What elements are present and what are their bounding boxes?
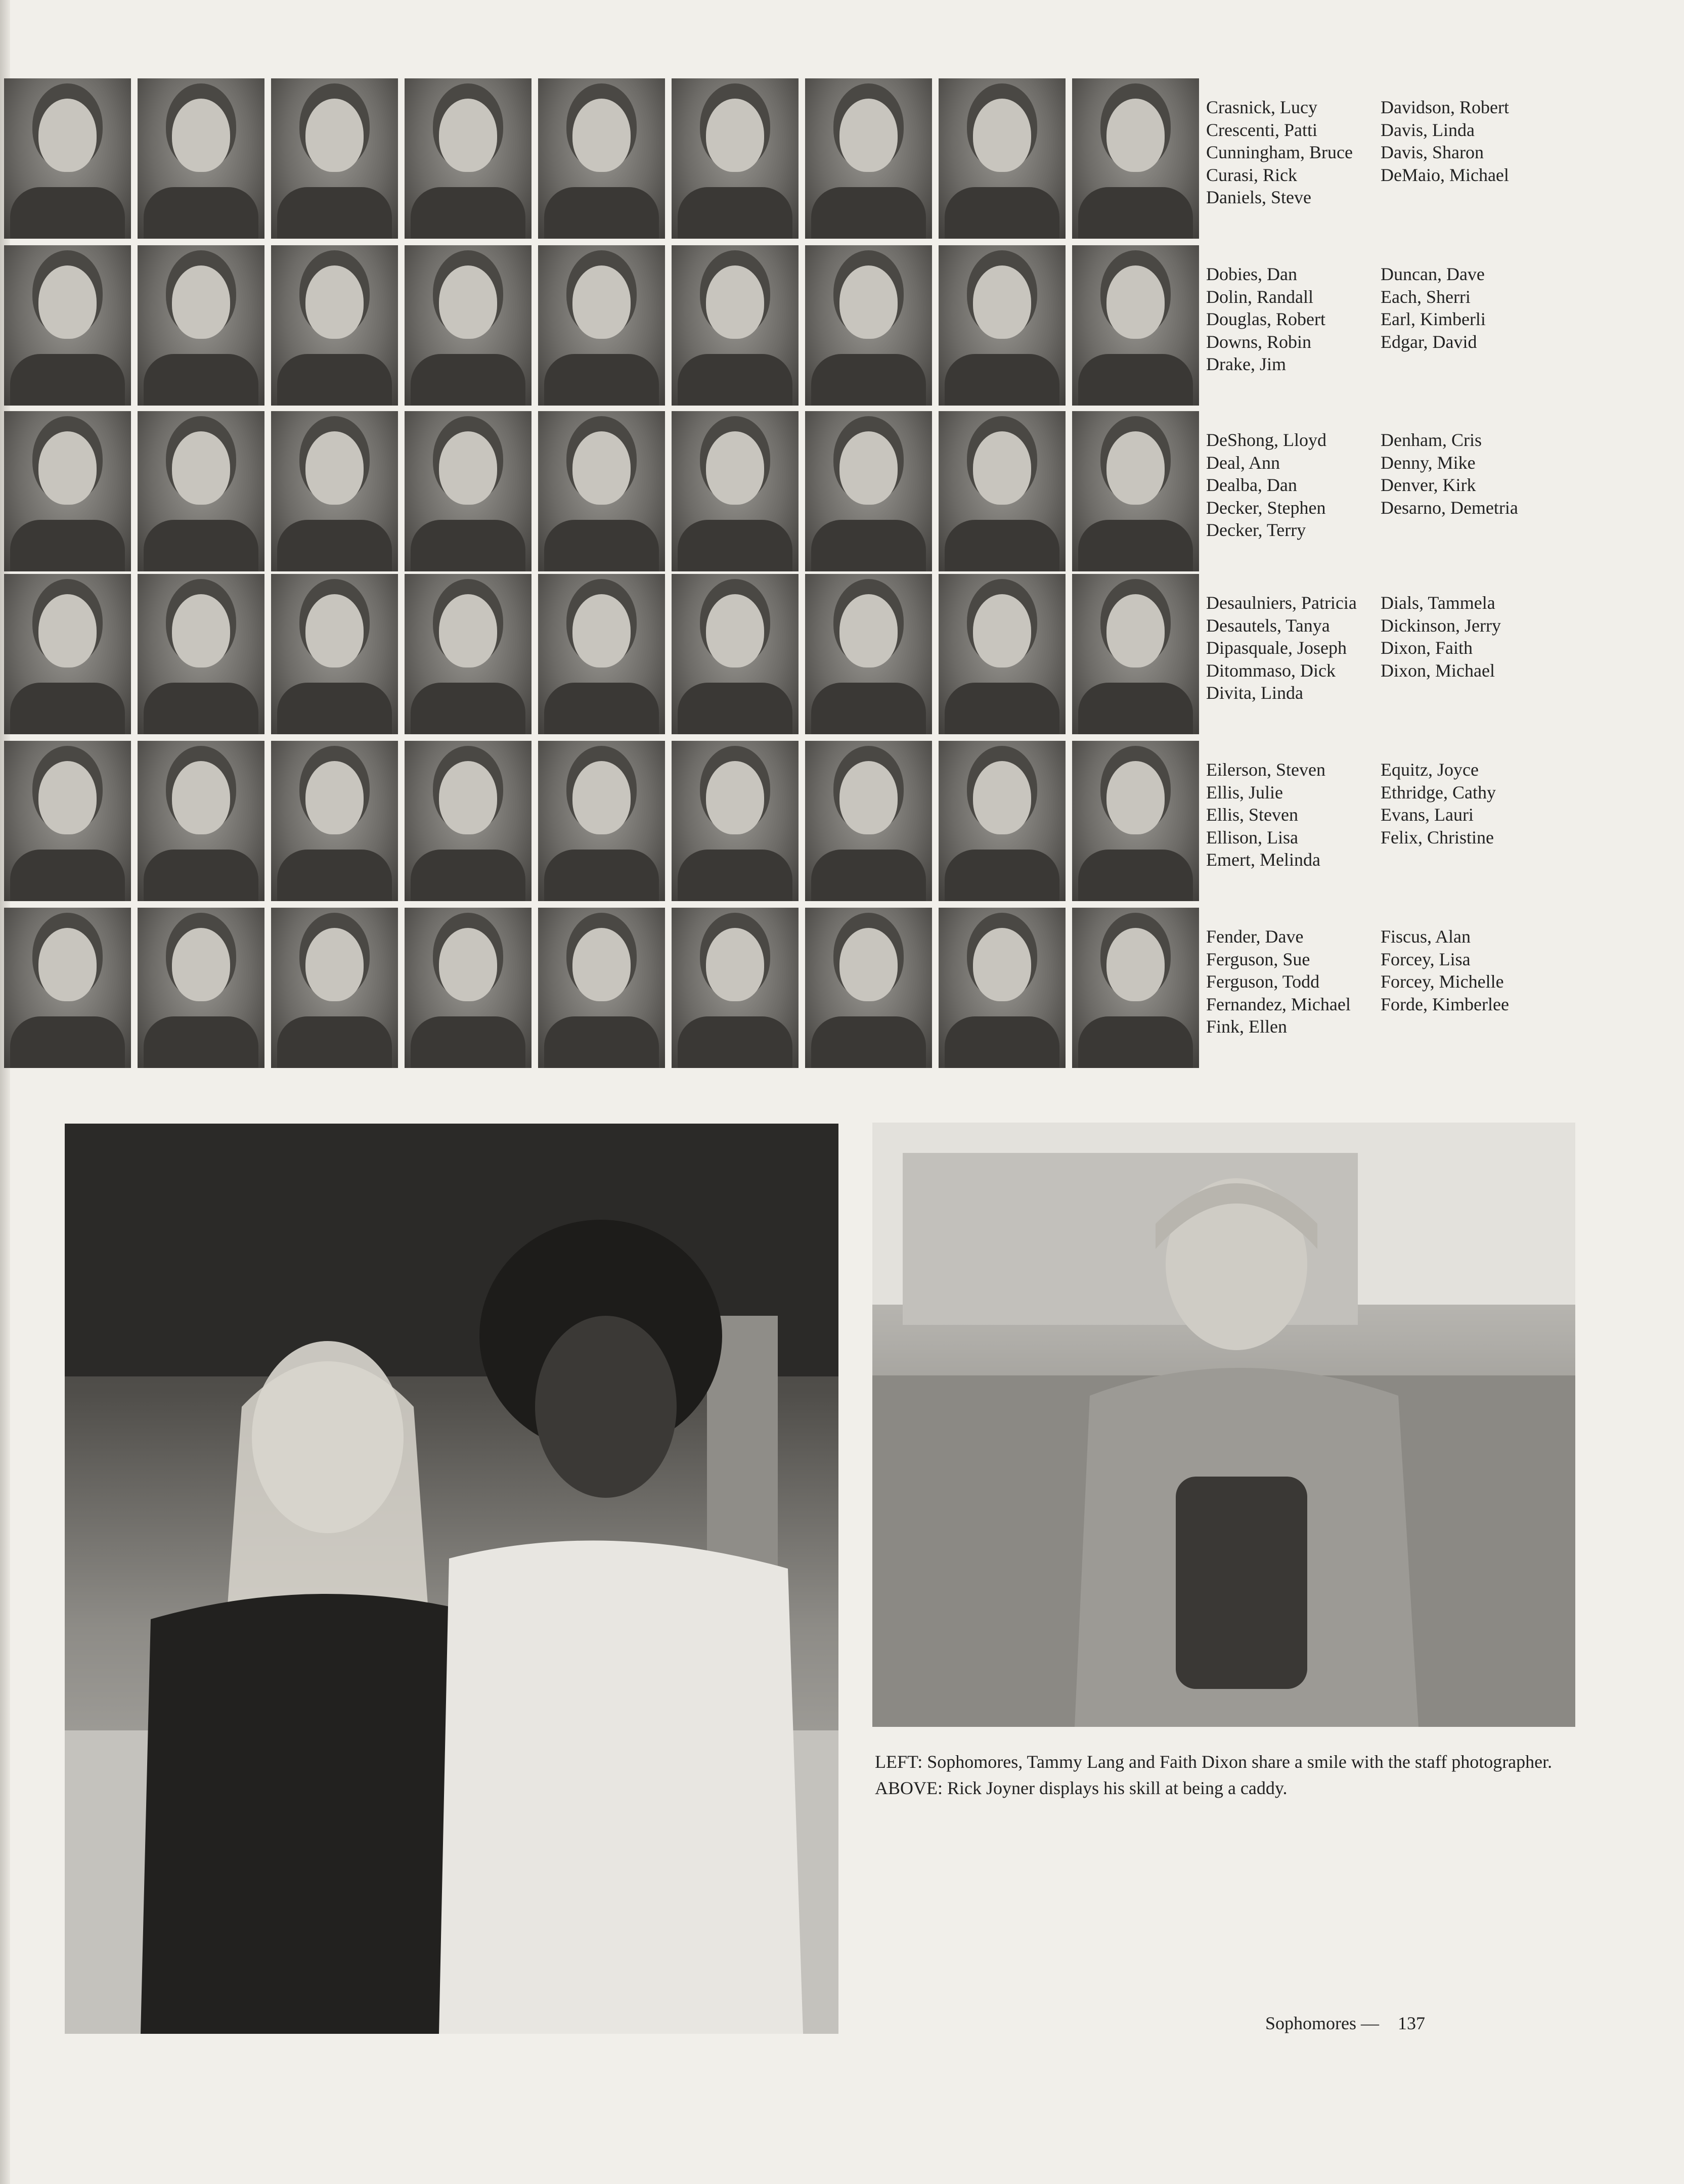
- student-portrait: [538, 908, 665, 1068]
- portrait-torso: [1078, 187, 1193, 239]
- golf-bag: [1176, 1477, 1307, 1689]
- portrait-torso: [678, 520, 792, 571]
- student-name: Fernandez, Michael: [1206, 994, 1351, 1014]
- student-portrait: [138, 411, 264, 571]
- portrait-head: [572, 594, 631, 667]
- portrait-head: [305, 431, 364, 505]
- portrait-torso: [678, 1016, 792, 1068]
- portrait-torso: [144, 520, 258, 571]
- portrait-head: [973, 928, 1031, 1001]
- student-name: Curasi, Rick: [1206, 164, 1297, 185]
- portrait-head: [305, 928, 364, 1001]
- student-name: Denver, Kirk: [1381, 475, 1476, 495]
- portrait-torso: [678, 683, 792, 734]
- portrait-head: [706, 99, 764, 172]
- student-name: Dolin, Randall: [1206, 286, 1313, 307]
- portrait-torso: [411, 187, 525, 239]
- portrait-torso: [277, 354, 392, 406]
- portrait-head: [706, 265, 764, 339]
- portrait-head: [439, 594, 497, 667]
- portrait-head: [839, 761, 898, 834]
- portrait-torso: [411, 683, 525, 734]
- student-portrait: [805, 245, 932, 406]
- student-portrait: [939, 245, 1066, 406]
- student-portrait: [4, 411, 131, 571]
- student-name: Edgar, David: [1381, 331, 1477, 352]
- page-footer: [1265, 2013, 1425, 2034]
- portrait-torso: [811, 683, 926, 734]
- portrait-head: [572, 265, 631, 339]
- student-portrait: [805, 574, 932, 734]
- portrait-torso: [144, 354, 258, 406]
- student-portrait: [271, 78, 398, 239]
- student-name: Dials, Tammela: [1381, 593, 1495, 613]
- portrait-head: [706, 594, 764, 667]
- portrait-torso: [10, 187, 125, 239]
- name-column-left: [1206, 925, 1351, 1038]
- student-portrait: [1072, 411, 1199, 571]
- portrait-torso: [544, 683, 659, 734]
- student-name: Fink, Ellen: [1206, 1016, 1287, 1037]
- student-name: Denham, Cris: [1381, 430, 1482, 450]
- portrait-head: [1106, 99, 1165, 172]
- student-name: Desarno, Demetria: [1381, 497, 1518, 518]
- student-name: Desaulniers, Patricia: [1206, 593, 1357, 613]
- portrait-torso: [811, 187, 926, 239]
- student-name: Drake, Jim: [1206, 354, 1286, 374]
- student-portrait: [939, 411, 1066, 571]
- name-column-right: [1381, 925, 1509, 1015]
- portrait-head: [1106, 431, 1165, 505]
- portrait-head: [38, 761, 97, 834]
- student-name: Forcey, Lisa: [1381, 949, 1471, 969]
- portrait-head: [973, 761, 1031, 834]
- portrait-head: [172, 594, 230, 667]
- student-name: Forcey, Michelle: [1381, 971, 1504, 992]
- portrait-torso: [811, 1016, 926, 1068]
- student-portrait: [4, 908, 131, 1068]
- student-portrait: [805, 741, 932, 901]
- portrait-torso: [544, 520, 659, 571]
- student-name: Davidson, Robert: [1381, 97, 1509, 117]
- student-name: Earl, Kimberli: [1381, 309, 1486, 329]
- student-name: Crasnick, Lucy: [1206, 97, 1317, 117]
- student-name: Dixon, Michael: [1381, 660, 1495, 681]
- student-portrait: [1072, 908, 1199, 1068]
- portrait-torso: [945, 520, 1059, 571]
- photo-two-students-drawing: [65, 1124, 838, 2034]
- student-name: Emert, Melinda: [1206, 850, 1320, 870]
- portrait-head: [439, 431, 497, 505]
- student-name: Cunningham, Bruce: [1206, 142, 1353, 162]
- student-name: Decker, Terry: [1206, 520, 1306, 540]
- portrait-torso: [678, 850, 792, 901]
- portrait-torso: [411, 354, 525, 406]
- portrait-torso: [945, 1016, 1059, 1068]
- student-name: DeMaio, Michael: [1381, 164, 1509, 185]
- student-portrait: [405, 78, 531, 239]
- portrait-torso: [811, 850, 926, 901]
- portrait-torso: [1078, 520, 1193, 571]
- portrait-torso: [277, 187, 392, 239]
- student-portrait: [405, 574, 531, 734]
- student-portrait: [1072, 78, 1199, 239]
- student-portrait: [672, 411, 799, 571]
- student-portrait: [271, 245, 398, 406]
- student-portrait: [672, 574, 799, 734]
- portrait-torso: [411, 1016, 525, 1068]
- portrait-torso: [945, 683, 1059, 734]
- student-portrait: [538, 741, 665, 901]
- portrait-head: [439, 761, 497, 834]
- student-portrait: [4, 78, 131, 239]
- portrait-torso: [544, 187, 659, 239]
- portrait-head: [172, 928, 230, 1001]
- portrait-head: [572, 99, 631, 172]
- student-name: Evans, Lauri: [1381, 805, 1474, 825]
- student-name: Ethridge, Cathy: [1381, 782, 1496, 803]
- portrait-torso: [678, 187, 792, 239]
- student-portrait: [538, 78, 665, 239]
- photo-caddy-drawing: [872, 1123, 1575, 1727]
- student-name: Felix, Christine: [1381, 827, 1494, 848]
- student-portrait: [138, 78, 264, 239]
- student-name: Dixon, Faith: [1381, 638, 1473, 658]
- portrait-torso: [277, 683, 392, 734]
- portrait-head: [439, 928, 497, 1001]
- name-column-left: [1206, 263, 1325, 376]
- portrait-torso: [411, 520, 525, 571]
- student-portrait: [405, 245, 531, 406]
- student-portrait: [538, 411, 665, 571]
- student-name: Ferguson, Sue: [1206, 949, 1310, 969]
- portrait-head: [305, 265, 364, 339]
- portrait-head: [172, 761, 230, 834]
- student-portrait: [672, 245, 799, 406]
- student-portrait: [271, 908, 398, 1068]
- student-name: Downs, Robin: [1206, 331, 1312, 352]
- student-portrait: [405, 411, 531, 571]
- portrait-head: [839, 431, 898, 505]
- portrait-head: [172, 265, 230, 339]
- portrait-torso: [544, 850, 659, 901]
- student-name: Denny, Mike: [1381, 452, 1476, 473]
- portrait-torso: [945, 187, 1059, 239]
- portrait-head: [439, 99, 497, 172]
- portrait-head: [38, 99, 97, 172]
- student-name: Ellis, Steven: [1206, 805, 1298, 825]
- student-portrait: [271, 741, 398, 901]
- name-column-right: [1381, 96, 1509, 186]
- student-portrait: [1072, 245, 1199, 406]
- portrait-head: [973, 99, 1031, 172]
- student-name: Davis, Sharon: [1381, 142, 1484, 162]
- portrait-head: [38, 265, 97, 339]
- student-name: Crescenti, Patti: [1206, 119, 1317, 140]
- photo-two-students: [65, 1124, 838, 2034]
- portrait-torso: [811, 520, 926, 571]
- student-portrait: [805, 78, 932, 239]
- portrait-torso: [945, 850, 1059, 901]
- student-name: Divita, Linda: [1206, 683, 1303, 703]
- portrait-head: [172, 431, 230, 505]
- student-name: DeShong, Lloyd: [1206, 430, 1326, 450]
- portrait-torso: [277, 520, 392, 571]
- student-name: Ferguson, Todd: [1206, 971, 1320, 992]
- student-name: Dealba, Dan: [1206, 475, 1297, 495]
- student-name: Dipasquale, Joseph: [1206, 638, 1347, 658]
- student-portrait: [1072, 574, 1199, 734]
- student-portrait: [538, 245, 665, 406]
- portrait-head: [839, 594, 898, 667]
- portrait-torso: [1078, 354, 1193, 406]
- footer-section: Sophomores: [1265, 2013, 1356, 2033]
- student-portrait: [271, 411, 398, 571]
- name-column-right: [1381, 592, 1501, 682]
- name-column-left: [1206, 759, 1325, 871]
- portrait-head: [305, 761, 364, 834]
- portrait-torso: [811, 354, 926, 406]
- portrait-head: [439, 265, 497, 339]
- student-portrait: [672, 908, 799, 1068]
- portrait-torso: [10, 850, 125, 901]
- portrait-torso: [144, 850, 258, 901]
- student-portrait: [138, 741, 264, 901]
- portrait-head: [1106, 594, 1165, 667]
- portrait-torso: [277, 1016, 392, 1068]
- student-portrait: [1072, 741, 1199, 901]
- portrait-torso: [144, 683, 258, 734]
- portrait-torso: [1078, 850, 1193, 901]
- student-portrait: [939, 908, 1066, 1068]
- name-column-left: [1206, 592, 1357, 704]
- student-portrait: [405, 908, 531, 1068]
- student-portrait: [538, 574, 665, 734]
- portrait-head: [38, 594, 97, 667]
- portrait-torso: [10, 520, 125, 571]
- portrait-head: [706, 761, 764, 834]
- student-name: Fender, Dave: [1206, 926, 1304, 947]
- portrait-head: [973, 594, 1031, 667]
- portrait-torso: [1078, 1016, 1193, 1068]
- student-name: Daniels, Steve: [1206, 187, 1311, 207]
- name-column-right: [1381, 263, 1486, 353]
- student-name: Dickinson, Jerry: [1381, 615, 1501, 636]
- portrait-torso: [10, 683, 125, 734]
- student-name: Fiscus, Alan: [1381, 926, 1471, 947]
- student-portrait: [805, 411, 932, 571]
- student-name: Deal, Ann: [1206, 452, 1280, 473]
- girl-left-hair: [227, 1361, 429, 1619]
- student-portrait: [4, 245, 131, 406]
- footer-dash: —: [1361, 2013, 1379, 2033]
- student-name: Each, Sherri: [1381, 286, 1471, 307]
- student-portrait: [138, 245, 264, 406]
- portrait-head: [572, 431, 631, 505]
- portrait-torso: [945, 354, 1059, 406]
- portrait-head: [305, 594, 364, 667]
- student-name: Equitz, Joyce: [1381, 760, 1479, 780]
- portrait-head: [973, 431, 1031, 505]
- student-portrait: [138, 908, 264, 1068]
- student-name: Decker, Stephen: [1206, 497, 1326, 518]
- footer-page-number: 137: [1398, 2013, 1425, 2033]
- student-portrait: [939, 78, 1066, 239]
- portrait-torso: [544, 1016, 659, 1068]
- portrait-head: [305, 99, 364, 172]
- name-column-left: [1206, 96, 1353, 209]
- student-name: Davis, Linda: [1381, 119, 1475, 140]
- portrait-head: [1106, 761, 1165, 834]
- girl-right-face: [535, 1316, 677, 1498]
- student-portrait: [405, 741, 531, 901]
- portrait-torso: [144, 1016, 258, 1068]
- portrait-head: [839, 928, 898, 1001]
- name-column-right: [1381, 759, 1496, 849]
- portrait-head: [1106, 928, 1165, 1001]
- student-name: Ellis, Julie: [1206, 782, 1283, 803]
- name-column-right: [1381, 429, 1518, 519]
- portrait-head: [706, 928, 764, 1001]
- portrait-head: [172, 99, 230, 172]
- student-portrait: [672, 741, 799, 901]
- photo-caption: LEFT: Sophomores, Tammy Lang and Faith Dixon share a smile with the staff photographer. ABOVE: Rick Joyner displays his skill at being a caddy.: [875, 1752, 1553, 1798]
- student-name: Ellison, Lisa: [1206, 827, 1298, 848]
- portrait-torso: [411, 850, 525, 901]
- student-name: Forde, Kimberlee: [1381, 994, 1509, 1014]
- portrait-head: [572, 928, 631, 1001]
- student-portrait: [672, 78, 799, 239]
- student-portrait: [271, 574, 398, 734]
- student-portrait: [4, 741, 131, 901]
- portrait-head: [38, 431, 97, 505]
- portrait-head: [572, 761, 631, 834]
- portrait-head: [1106, 265, 1165, 339]
- portrait-torso: [1078, 683, 1193, 734]
- student-portrait: [138, 574, 264, 734]
- portrait-head: [706, 431, 764, 505]
- portrait-head: [973, 265, 1031, 339]
- portrait-torso: [144, 187, 258, 239]
- portrait-torso: [544, 354, 659, 406]
- student-name: Ditommaso, Dick: [1206, 660, 1336, 681]
- portrait-head: [839, 265, 898, 339]
- student-name: Desautels, Tanya: [1206, 615, 1330, 636]
- student-portrait: [4, 574, 131, 734]
- student-portrait: [939, 574, 1066, 734]
- photo-caddy: [872, 1123, 1575, 1727]
- portrait-torso: [277, 850, 392, 901]
- portrait-head: [38, 928, 97, 1001]
- portrait-head: [839, 99, 898, 172]
- portrait-torso: [10, 354, 125, 406]
- student-name: Eilerson, Steven: [1206, 760, 1325, 780]
- student-portrait: [805, 908, 932, 1068]
- student-name: Duncan, Dave: [1381, 264, 1485, 284]
- girl-right-blouse: [439, 1540, 803, 2034]
- student-portrait: [939, 741, 1066, 901]
- portrait-torso: [10, 1016, 125, 1068]
- student-name: Douglas, Robert: [1206, 309, 1325, 329]
- student-name: Dobies, Dan: [1206, 264, 1297, 284]
- name-column-left: [1206, 429, 1326, 542]
- portrait-torso: [678, 354, 792, 406]
